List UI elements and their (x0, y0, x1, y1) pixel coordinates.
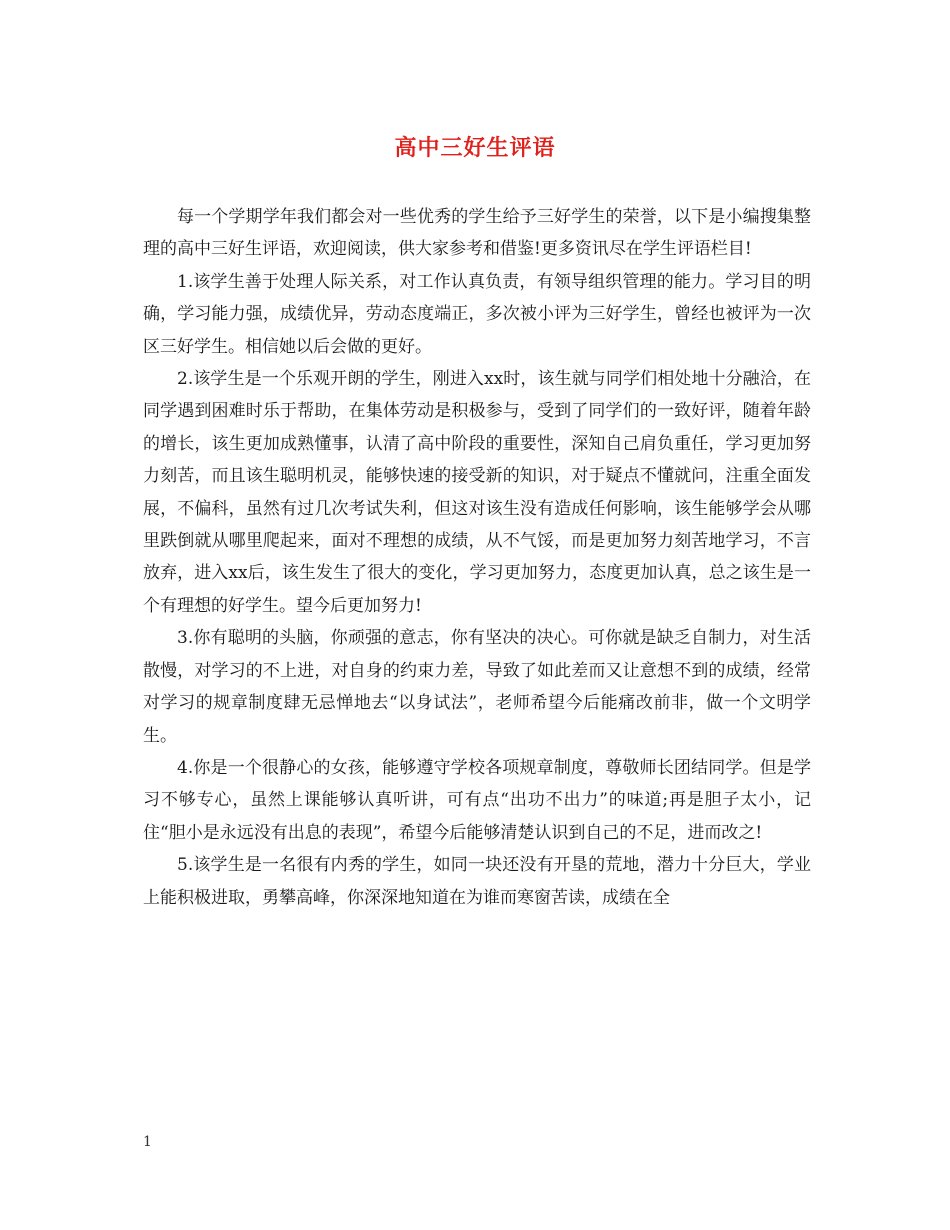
intro-paragraph: 每一个学期学年我们都会对一些优秀的学生给予三好学生的荣誉，以下是小编搜集整理的高中三好生评语，欢迎阅读，供大家参考和借鉴!更多资讯尽在学生评语栏目! (143, 207, 811, 260)
comment-paragraph-3: 3.你有聪明的头脑，你顽强的意志，你有坚决的决心。可你就是缺乏自制力，对生活散慢，对学习的不上进，对自身的约束力差，导致了如此差而又让意想不到的成绩，经常对学习的规章制度肆无忌惮地去“以身试法”，老师希望今后能痛改前非，做一个文明学生。 (143, 628, 811, 746)
comment-paragraph-1: 1.该学生善于处理人际关系，对工作认真负责，有领导组织管理的能力。学习目的明确，学习能力强，成绩优异，劳动态度端正，多次被小评为三好学生，曾经也被评为一次区三好学生。相信她以后会做的更好。 (143, 271, 811, 357)
comment-paragraph-4: 4.你是一个很静心的女孩，能够遵守学校各项规章制度，尊敬师长团结同学。但是学习不够专心，虽然上课能够认真听讲，可有点“出功不出力”的味道;再是胆子太小，记住“胆小是永远没有出息的表现”，希望今后能够清楚认识到自己的不足，进而改之! (143, 757, 811, 843)
comment-paragraph-5: 5.该学生是一名很有内秀的学生，如同一块还没有开垦的荒地，潜力十分巨大，学业上能积极进取，勇攀高峰，你深深地知道在为谁而寒窗苦读，成绩在全 (143, 855, 811, 908)
document-body (143, 201, 811, 914)
page-number: 1 (143, 1134, 152, 1150)
comment-paragraph-2: 2.该学生是一个乐观开朗的学生，刚进入xx时，该生就与同学们相处地十分融洽，在同学遇到困难时乐于帮助，在集体劳动是积极参与，受到了同学们的一致好评，随着年龄的增长，该生更加成熟懂事，认清了高中阶段的重要性，深知自己肩负重任，学习更加努力刻苦，而且该生聪明机灵，能够快速的接受新的知识，对于疑点不懂就问，注重全面发展，不偏科，虽然有过几次考试失利，但这对该生没有造成任何影响，该生能够学会从哪里跌倒就从哪里爬起来，面对不理想的成绩，从不气馁，而是更加努力刻苦地学习，不言放弃，进入xx后，该生发生了很大的变化，学习更加努力，态度更加认真，总之该生是一个有理想的好学生。望今后更加努力! (143, 369, 811, 616)
page-title: 高中三好生评语 (394, 135, 556, 161)
